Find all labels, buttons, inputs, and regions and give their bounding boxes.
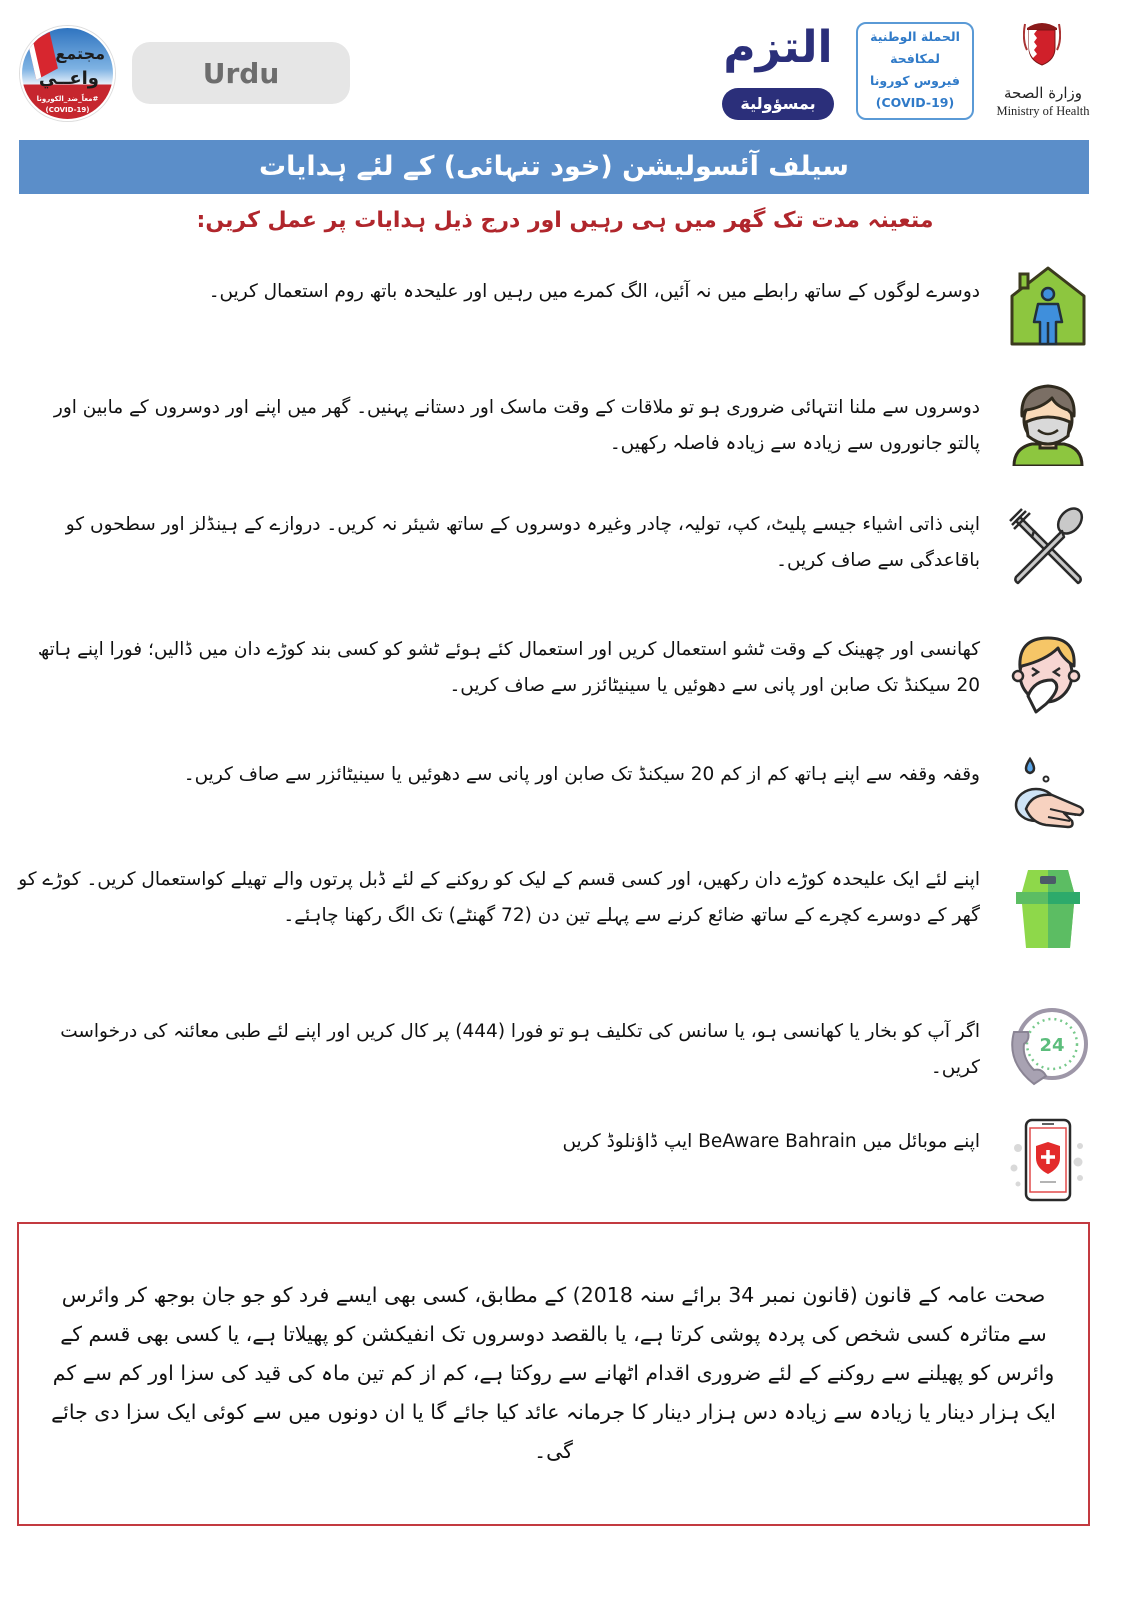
instruction-text: دوسروں سے ملنا انتہائی ضروری ہو تو ملاقات کے وقت ماسک اور دستانے پہنیں۔ گھر میں اپنے اور دوسروں کے مابین اور پالتو جانوروں سے زیادہ سے زیادہ فاصلہ رکھیں۔ (53, 397, 980, 454)
instruction-item (18, 630, 1110, 720)
instruction-item (18, 382, 1110, 472)
face-mask-icon (1006, 382, 1090, 466)
instruction-text: کھانسی اور چھینک کے وقت ٹشو استعمال کریں اور استعمال کئے ہوئے ٹشو کو کسی بند کوڑے دان میں ڈالیں؛ فورا اپنے ہاتھ 20 سیکنڈ تک صابن اور پانی سے دھوئیں یا سینیٹائزر سے صاف کریں۔ (37, 639, 980, 696)
instruction-item (18, 262, 1110, 352)
campaign-line3: فيروس كورونا (870, 73, 960, 88)
community-logo-hashtag: #معاً_ضد_الكورونا (36, 95, 99, 103)
instruction-item (18, 1118, 1110, 1208)
instruction-text: وقفہ وقفہ سے اپنے ہاتھ کم از کم 20 سیکنڈ تک صابن اور پانی سے دھوئیں یا سینیٹائزر سے صاف کریں۔ (183, 764, 980, 785)
community-logo-covid: (COVID-19) (45, 106, 90, 114)
community-logo-line1: مجتمع (55, 44, 105, 63)
campaign-line1: الحملة الوطنية (870, 29, 960, 44)
instruction-text: اپنی ذاتی اشیاء جیسے پلیٹ، کپ، تولیہ، چادر وغیرہ دوسروں کے ساتھ شیئر نہ کریں۔ دروازے کے ہینڈلز اور سطحوں کو باقاعدگی سے صاف کریں۔ (65, 514, 980, 571)
instruction-item (18, 505, 1110, 595)
instruction-text: اپنے لئے ایک علیحدہ کوڑے دان رکھیں، اور کسی قسم کے لیک کو روکنے کے لئے ڈبل پرتوں والے تھیلے کواستعمال کریں۔ کوڑے کو گھر کے دوسرے کچرے کے ساتھ ضائع کرنے سے پہلے تین دن (72 گھنٹے) تک الگ رکھنا چاہئے۔ (18, 869, 980, 926)
instruction-text: اگر آپ کو بخار یا کھانسی ہو، یا سانس کی تکلیف ہو تو فورا (444) پر کال کریں اور اپنے لئے طبی معائنہ کی درخواست کریں۔ (60, 1021, 980, 1078)
iltizam-logo (722, 18, 834, 120)
community-logo-line2: واعــي (38, 68, 99, 89)
house-person-icon (1006, 264, 1090, 348)
bahrain-emblem-icon (1023, 20, 1061, 66)
page-title: سیلف آئسولیشن (خود تنہائی) کے لئے ہدایات (19, 140, 1089, 194)
phone-24-label: 24 (1039, 1035, 1065, 1056)
iltizam-logo-sub: بمسؤولية (722, 88, 834, 120)
fork-spoon-icon (1006, 505, 1090, 589)
instruction-text: اپنے موبائل میں BeAware Bahrain ایپ ڈاؤنلوڈ کریں (562, 1131, 980, 1152)
trash-bin-icon (1006, 864, 1090, 948)
national-campaign-logo (856, 22, 974, 120)
mobile-app-shield-icon (1006, 1118, 1090, 1202)
ministry-name-arabic: وزارة الصحة (1004, 84, 1082, 102)
instruction-item (18, 755, 1110, 845)
language-button[interactable]: Urdu (132, 42, 350, 104)
sneeze-tissue-icon (1006, 630, 1090, 714)
law-notice-box (17, 1222, 1090, 1526)
hand-wash-icon (1006, 755, 1090, 839)
law-notice-text: صحت عامہ کے قانون (قانون نمبر 34 برائے سنہ 2018) کے مطابق، کسی بھی ایسے فرد کو جو جان بوجھ کر وائرس سے متاثرہ کسی شخص کی پردہ پوشی کرتا ہے، یا بالقصد دوسروں تک انفیکشن کو پھیلاتا ہے، یا کسی بھی قسم کے وائرس کو پھیلنے سے روکنے کے لئے ضروری اقدام اٹھانے سے روکتا ہے، کم از کم تین ماہ کی قید کی سزا اور کم سے کم ایک ہزار دینار یا زیادہ سے زیادہ دس ہزار دینار کا جرمانہ عائد کیا جائے گا یا ان دونوں میں سے کوئی ایک سزا دی جائے گی۔ (51, 1283, 1056, 1463)
instruction-text: دوسرے لوگوں کے ساتھ رابطے میں نہ آئیں، الگ کمرے میں رہیں اور علیحدہ باتھ روم استعمال کریں۔ (208, 281, 980, 302)
campaign-line2: لمكافحة (890, 51, 940, 66)
iltizam-logo-main: التزم (723, 22, 833, 73)
campaign-line4: (COVID-19) (875, 95, 955, 110)
page-subtitle: متعینہ مدت تک گھر میں ہی رہیں اور درج ذیل ہدایات پر عمل کریں: (196, 208, 934, 233)
ministry-of-health-logo (988, 18, 1098, 123)
instruction-item (18, 862, 1110, 962)
instruction-item (18, 1010, 1110, 1100)
community-aware-logo (20, 26, 115, 121)
page-header (0, 0, 1130, 135)
phone-24-icon (1006, 1006, 1090, 1090)
ministry-name-english: Ministry of Health (996, 104, 1090, 118)
